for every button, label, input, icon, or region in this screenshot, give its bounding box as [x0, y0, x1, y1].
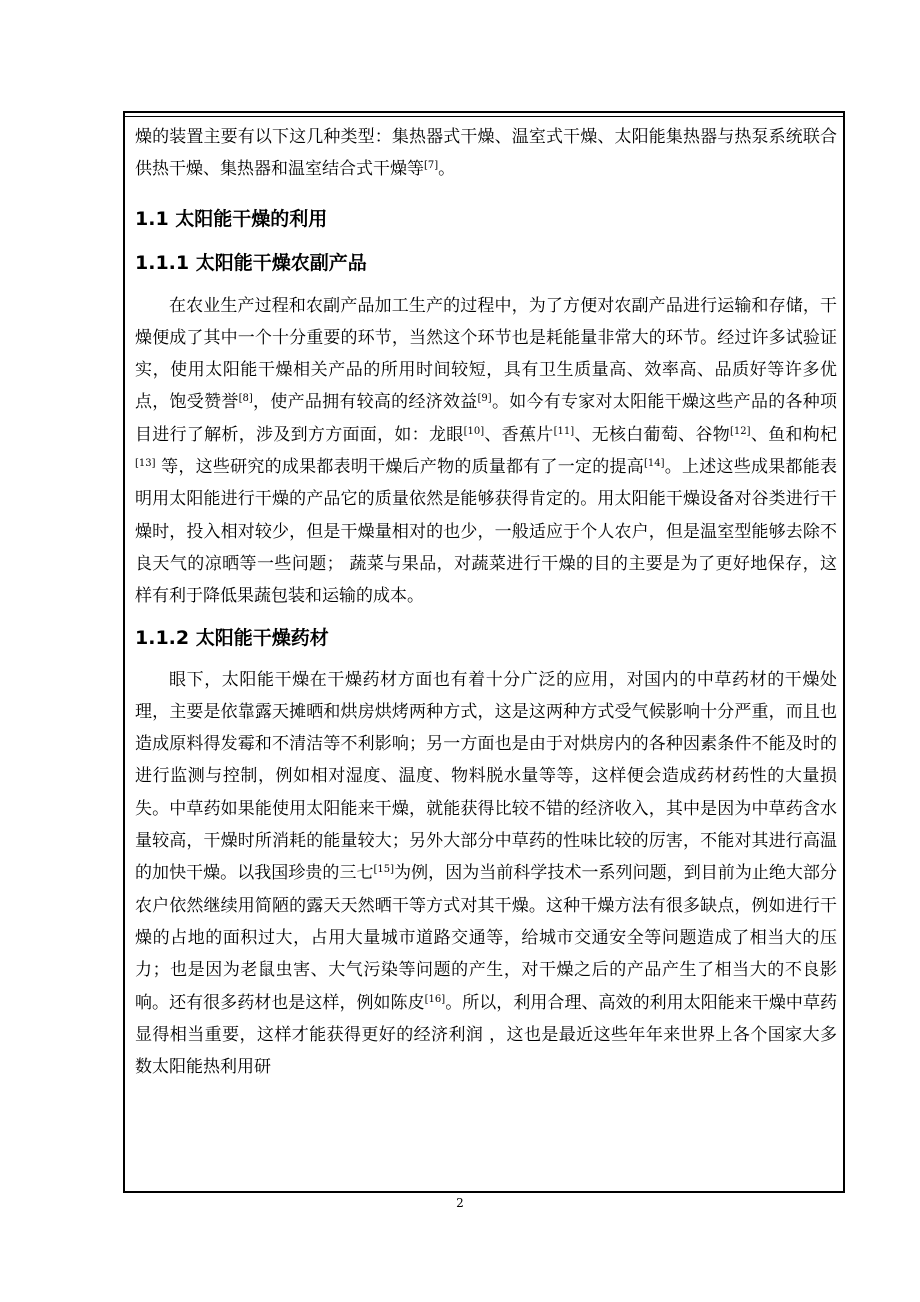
page-number: 2 [456, 1196, 464, 1210]
section-heading-1-1-2: 1.1.2 太阳能干燥药材 [135, 626, 329, 649]
page-border [123, 111, 845, 1193]
citation-12: [12] [730, 425, 751, 437]
document-body [135, 121, 837, 1083]
citation-13: [13] [135, 458, 156, 470]
agri-products-paragraph: 在农业生产过程和农副产品加工生产的过程中，为了方便对农副产品进行运输和存储，干燥便成了其中一个十分重要的环节，当然这个环节也是耗能量非常大的环节。经过许多试验证实，使用太阳能干燥相关产品的所用时间较短，具有卫生质量高、效率高、品质好等许多优点，饱受赞誉[8]，使产品拥有较高的经济效益[9]。如今有专家对太阳能干燥这些产品的各种项目进行了解析，涉及到方方面面，如：龙眼[10]、香蕉片[11]、无核白葡萄、谷物[12]、鱼和枸杞 [13] 等，这些研究的成果都表明干燥后产物的质量都有了一定的提高[14]。上述这些成果都能表明用太阳能进行干燥的产品它的质量依然是能够获得肯定的。用太阳能干燥设备对谷类进行干燥时，投入相对较少，但是干燥量相对的也少，一般适应于个人农户，但是温室型能够去除不良天气的凉晒等一些问题； 蔬菜与果品，对蔬菜进行干燥的目的主要是为了更好地保存，这样有利于降低果蔬包装和运输的成本。 [135, 295, 838, 607]
herbal-drying-paragraph: 眼下，太阳能干燥在干燥药材方面也有着十分广泛的应用，对国内的中草药材的干燥处理，主要是依靠露天摊晒和烘房烘烤两种方式，这是这两种方式受气候影响十分严重，而且也造成原料得发霉和不清洁等不利影响；另一方面也是由于对烘房内的各种因素条件不能及时的进行监测与控制，例如相对湿度、温度、物料脱水量等等，这样便会造成药材药性的大量损失。中草药如果能使用太阳能来干燥，就能获得比较不错的经济收入，其中是因为中草药含水量较高，干燥时所消耗的能量较大；另外大部分中草药的性味比较的厉害，不能对其进行高温的加快干燥。以我国珍贵的三七[15]为例，因为当前科学技术一系列问题，到目前为止绝大部分农户依然继续用简陋的露天天然晒干等方式对其干燥。这种干燥方法有很多缺点，例如进行干燥的占地的面积过大，占用大量城市道路交通等，给城市交通安全等问题造成了相当大的压力；也是因为老鼠虫害、大气污染等问题的产生，对干燥之后的产品产生了相当大的不良影响。还有很多药材也是这样，例如陈皮[16]。所以，利用合理、高效的利用太阳能来干燥中草药显得相当重要，这样才能获得更好的经济利润 ，这也是最近这些年年来世界上各个国家大多数太阳能热利用研 [135, 669, 838, 1078]
citation-10: [10] [463, 425, 485, 437]
intro-paragraph: 燥的装置主要有以下这几种类型：集热器式干燥、温室式干燥、太阳能集热器与热泵系统联合供热干燥、集热器和温室结合式干燥等[7]。 [135, 127, 837, 180]
citation-9: [9] [477, 393, 492, 405]
section-heading-1-1-1: 1.1.1 太阳能干燥农副产品 [135, 251, 367, 274]
citation-15: [15] [373, 864, 395, 876]
citation-11: [11] [553, 425, 575, 437]
citation-16: [16] [424, 993, 446, 1005]
citation-14: [14] [644, 458, 665, 470]
citation-8: [8] [238, 393, 253, 405]
citation-7: [7] [424, 160, 439, 172]
section-heading-1-1: 1.1 太阳能干燥的利用 [135, 207, 328, 230]
